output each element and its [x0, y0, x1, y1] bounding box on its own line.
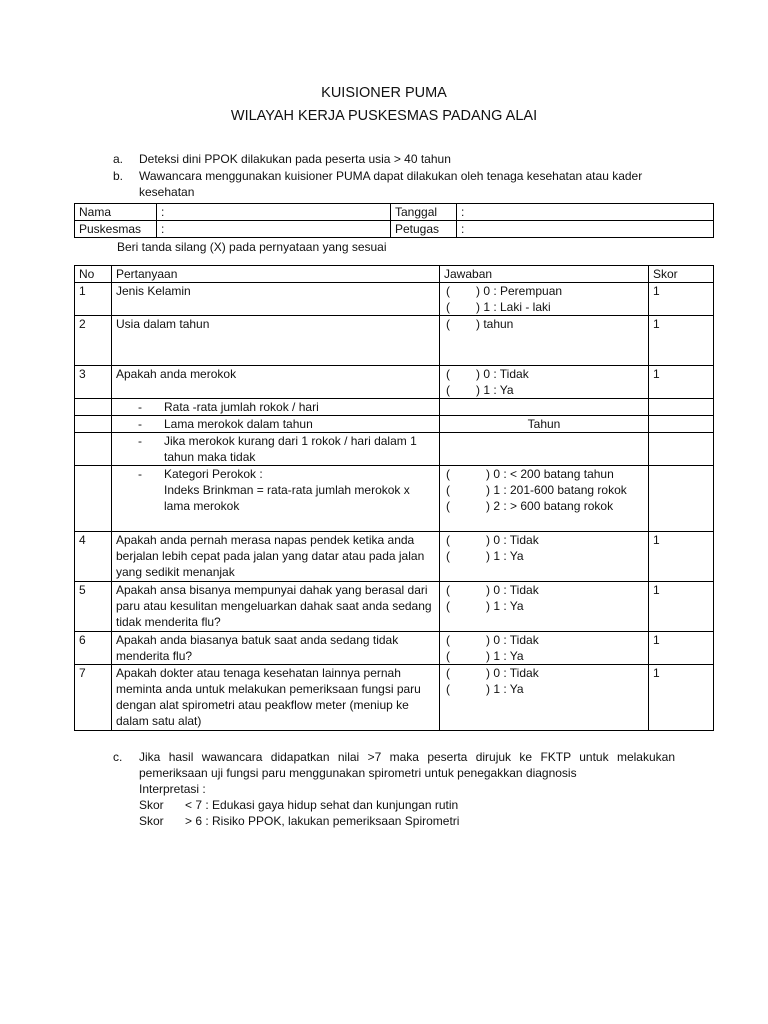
answer-label: ) 1 : Laki - laki	[476, 300, 551, 314]
row-no: 6	[75, 632, 112, 665]
row-no: 2	[75, 316, 112, 366]
row-no	[75, 433, 112, 466]
skor-label: Skor	[139, 798, 164, 812]
table-row	[75, 366, 714, 399]
table-row	[75, 665, 714, 731]
sub-question-title: Kategori Perokok :	[164, 467, 263, 481]
row-no: 3	[75, 366, 112, 399]
answer-checkbox[interactable]: (	[446, 682, 450, 696]
answer-option[interactable]	[444, 598, 644, 614]
bullet-dash: -	[138, 467, 142, 481]
question-text	[112, 433, 440, 466]
skor-text: > 6 : Risiko PPOK, lakukan pemeriksaan Spirometri	[185, 814, 460, 828]
puskesmas-label: Puskesmas	[75, 221, 157, 238]
answer-checkbox[interactable]: (	[446, 633, 450, 647]
answer-checkbox[interactable]: (	[446, 649, 450, 663]
answer-label: ) 1 : Ya	[476, 383, 514, 397]
answer-checkbox[interactable]: (	[446, 467, 450, 481]
row-skor: 1	[649, 316, 714, 366]
bullet-dash: -	[138, 400, 142, 414]
answer-checkbox[interactable]: (	[446, 367, 450, 381]
row-no	[75, 416, 112, 433]
skor-row	[139, 813, 675, 829]
answer-label: ) 0 : Tidak	[486, 666, 539, 680]
answer-checkbox[interactable]: (	[446, 383, 450, 397]
answer-cell[interactable]: Tahun	[440, 416, 649, 433]
row-skor: 1	[649, 665, 714, 731]
answer-cell	[440, 466, 649, 532]
bullet-dash: -	[138, 434, 142, 448]
answer-option[interactable]	[444, 366, 644, 382]
answer-checkbox[interactable]: (	[446, 599, 450, 613]
row-skor: 1	[649, 532, 714, 582]
interpretasi-label: Interpretasi :	[139, 782, 206, 796]
answer-label: ) 0 : Tidak	[486, 583, 539, 597]
answer-option[interactable]	[444, 498, 644, 514]
tanggal-label: Tanggal	[391, 204, 457, 221]
petugas-label: Petugas	[391, 221, 457, 238]
row-no: 7	[75, 665, 112, 731]
nama-field[interactable]: :	[157, 204, 391, 221]
row-skor	[649, 433, 714, 466]
answer-checkbox[interactable]: (	[446, 533, 450, 547]
row-skor	[649, 399, 714, 416]
answer-cell	[440, 632, 649, 665]
skor-text: < 7 : Edukasi gaya hidup sehat dan kunjungan rutin	[185, 798, 459, 812]
intro-marker: a.	[113, 152, 124, 166]
answer-checkbox[interactable]: (	[446, 549, 450, 563]
answer-option[interactable]	[444, 382, 644, 398]
answer-label: ) 1 : Ya	[486, 599, 524, 613]
answer-label: ) 1 : Ya	[486, 682, 524, 696]
answer-label: ) 1 : Ya	[486, 649, 524, 663]
question-text	[112, 466, 440, 532]
answer-checkbox[interactable]: (	[446, 300, 450, 314]
answer-cell	[440, 665, 649, 731]
answer-checkbox[interactable]: (	[446, 583, 450, 597]
answer-label: ) 2 : > 600 batang rokok	[486, 499, 614, 513]
row-no	[75, 399, 112, 416]
document-subtitle: WILAYAH KERJA PUSKESMAS PADANG ALAI	[230, 108, 538, 124]
skor-label: Skor	[139, 814, 164, 828]
row-skor	[649, 416, 714, 433]
row-no: 1	[75, 283, 112, 316]
info-table	[74, 203, 714, 238]
answer-checkbox[interactable]: (	[446, 284, 450, 298]
table-row	[75, 316, 714, 366]
footer-text: Jika hasil wawancara didapatkan nilai >7 maka peserta dirujuk ke FKTP untuk melakukan pemeriksaan uji fungsi paru menggunakan spirometri untuk penegakkan diagnosis	[139, 750, 675, 780]
answer-label: ) tahun	[476, 317, 514, 331]
info-row	[75, 221, 714, 238]
answer-label: ) 0 : Perempuan	[476, 284, 563, 298]
answer-option[interactable]	[444, 632, 644, 648]
answer-cell	[440, 283, 649, 316]
answer-label: ) 0 : < 200 batang tahun	[486, 467, 614, 481]
skor-row	[139, 797, 675, 813]
answer-checkbox[interactable]: (	[446, 666, 450, 680]
answer-option[interactable]	[444, 648, 644, 664]
row-skor: 1	[649, 582, 714, 632]
nama-label: Nama	[75, 204, 157, 221]
answer-label: ) 0 : Tidak	[476, 367, 529, 381]
answer-checkbox[interactable]: (	[446, 483, 450, 497]
table-header-row	[75, 266, 714, 283]
sub-question: Jika merokok kurang dari 1 rokok / hari dalam 1 tahun maka tidak	[164, 434, 417, 464]
row-no	[75, 466, 112, 532]
instruction-text: Beri tanda silang (X) pada pernyataan yang sesuai	[117, 240, 387, 254]
intro-item-b	[113, 168, 693, 200]
question-text	[112, 399, 440, 416]
petugas-field[interactable]: :	[457, 221, 714, 238]
answer-cell	[440, 532, 649, 582]
table-row	[75, 466, 714, 532]
table-row	[75, 632, 714, 665]
answer-cell	[440, 366, 649, 399]
intro-item-a	[113, 151, 693, 167]
answer-option[interactable]	[444, 482, 644, 498]
answer-label: ) 1 : Ya	[486, 549, 524, 563]
table-row	[75, 582, 714, 632]
intro-text: Deteksi dini PPOK dilakukan pada peserta usia > 40 tahun	[139, 152, 451, 166]
table-row	[75, 399, 714, 416]
answer-option[interactable]	[444, 665, 644, 681]
question-text: Apakah anda merokok	[112, 366, 440, 399]
sub-question: Lama merokok dalam tahun	[164, 417, 313, 431]
answer-option[interactable]	[444, 582, 644, 598]
answer-option[interactable]	[444, 316, 644, 332]
question-text: Jenis Kelamin	[112, 283, 440, 316]
sub-question: Indeks Brinkman = rata-rata jumlah merokok x lama merokok	[164, 483, 410, 513]
question-text: Usia dalam tahun	[112, 316, 440, 366]
question-text: Apakah anda pernah merasa napas pendek ketika anda berjalan lebih cepat pada jalan yang datar atau pada jalan yang sedikit menanjak	[112, 532, 440, 582]
answer-cell	[440, 582, 649, 632]
bullet-dash: -	[138, 417, 142, 431]
answer-cell[interactable]	[440, 399, 649, 416]
answer-label: ) 0 : Tidak	[486, 533, 539, 547]
sub-question: Rata -rata jumlah rokok / hari	[164, 400, 319, 414]
question-text: Apakah dokter atau tenaga kesehatan lainnya pernah meminta anda untuk melakukan pemeriksaan fungsi paru dengan alat spirometri atau peakflow meter (meniup ke dalam satu alat)	[112, 665, 440, 731]
table-row	[75, 416, 714, 433]
table-row	[75, 283, 714, 316]
answer-checkbox[interactable]: (	[446, 499, 450, 513]
header-skor: Skor	[649, 266, 714, 283]
row-skor	[649, 466, 714, 532]
row-no: 4	[75, 532, 112, 582]
answer-option[interactable]	[444, 299, 644, 315]
answer-option[interactable]	[444, 532, 644, 548]
question-text: Apakah anda biasanya batuk saat anda sedang tidak menderita flu?	[112, 632, 440, 665]
header-no: No	[75, 266, 112, 283]
answer-label: ) 1 : 201-600 batang rokok	[486, 483, 627, 497]
answer-option[interactable]	[444, 283, 644, 299]
question-text: Apakah ansa bisanya mempunyai dahak yang berasal dari paru atau kesulitan mengeluarkan dahak saat anda sedang tidak menderita flu?	[112, 582, 440, 632]
row-no: 5	[75, 582, 112, 632]
header-pertanyaan: Pertanyaan	[112, 266, 440, 283]
answer-option[interactable]	[444, 466, 644, 482]
question-text	[112, 416, 440, 433]
row-skor: 1	[649, 632, 714, 665]
footer-section	[113, 749, 675, 829]
questionnaire-table	[74, 265, 714, 731]
info-row	[75, 204, 714, 221]
intro-text: Wawancara menggunakan kuisioner PUMA dapat dilakukan oleh tenaga kesehatan atau kader kesehatan	[139, 169, 643, 199]
answer-option[interactable]	[444, 681, 644, 697]
answer-label: ) 0 : Tidak	[486, 633, 539, 647]
document-title: KUISIONER PUMA	[321, 85, 447, 101]
answer-option[interactable]	[444, 548, 644, 564]
answer-cell[interactable]	[440, 433, 649, 466]
puskesmas-field[interactable]: :	[157, 221, 391, 238]
row-skor: 1	[649, 283, 714, 316]
header-jawaban: Jawaban	[440, 266, 649, 283]
intro-marker: b.	[113, 169, 124, 183]
table-row	[75, 433, 714, 466]
footer-marker: c.	[113, 750, 123, 764]
row-skor: 1	[649, 366, 714, 399]
answer-checkbox[interactable]: (	[446, 317, 450, 331]
answer-cell	[440, 316, 649, 366]
tanggal-field[interactable]: :	[457, 204, 714, 221]
table-row	[75, 532, 714, 582]
